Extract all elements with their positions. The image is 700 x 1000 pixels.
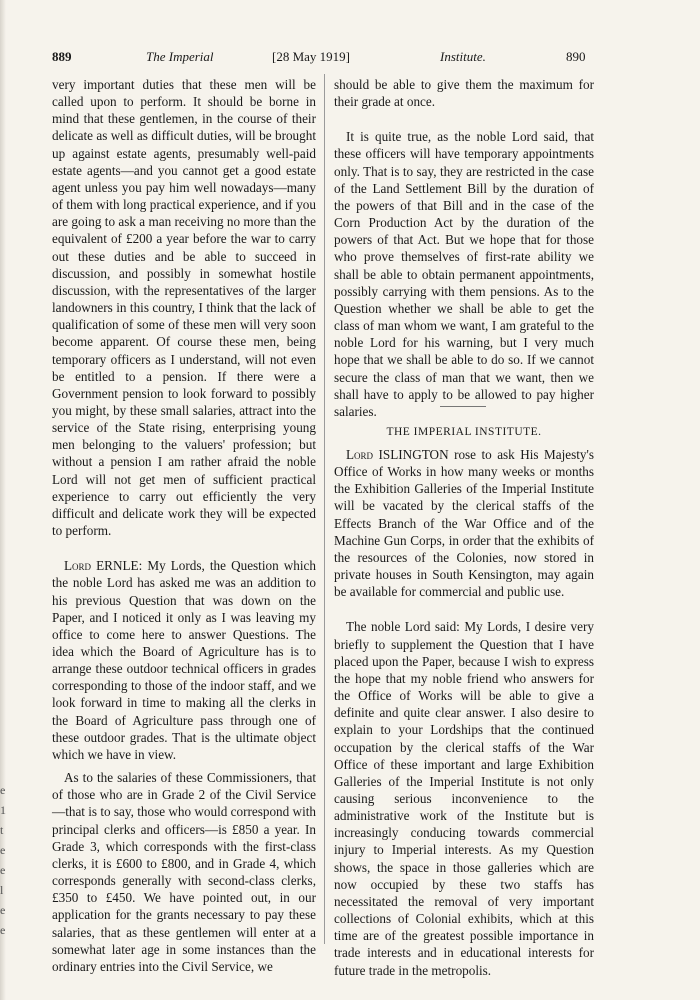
right-column-lower — [334, 446, 594, 979]
speaker-name: Lord ERNLE — [64, 558, 139, 574]
running-date: [28 May 1919] — [272, 49, 350, 64]
left-column — [52, 76, 316, 975]
section-separator — [440, 406, 486, 407]
page-number-left: 889 — [52, 49, 72, 64]
column-divider — [324, 74, 325, 944]
paragraph — [52, 557, 316, 763]
paragraph: very important duties that these men will be called upon to perform. It should be borne in mind that these gentlemen, in the course of their delicate as well as difficult duties, will be brought up against estate agents, presumably well-paid estate agents—and you cannot get a good estate agent unless you pay him well nowadays—many of them with long practical experience, and if you are going to ask a man receiving no more than the equivalent of £200 a year before the war to carry out these duties and be able to succeed in discussion, and possibly in somewhat hostile discussion, with the representatives of the larger landowners in this country, I think that the lack of qualification of some of these men will very soon become apparent. Of course these men, being temporary officers as I understand, will not even be entitled to a pension. If there were a Government pension to look forward to possibly you might, by these small salaries, attract into the service of the State rising, enterprising young men belonging to the valuers' profession; but without a pension I am rather afraid the noble Lord will not get men of sufficient practical experience to carry out efficiently the very difficult and delicate work they will be expected to perform. — [52, 77, 316, 539]
running-title-left: The Imperial — [146, 49, 214, 64]
right-column — [334, 76, 594, 420]
section-title: THE IMPERIAL INSTITUTE. — [386, 426, 542, 438]
speech-text: rose to ask His Majesty's Office of Works in how many weeks or months the Exhibition Galleries of the Imperial Institute will be vacated by the clerical staffs of the Effects Branch of the War Office and of the Machine Gun Corps, in order that the exhibits of the resources of the Colonies, now stored in private houses in South Kensington, may again be available for commercial and public use. — [334, 447, 594, 600]
paragraph: The noble Lord said: My Lords, I desire very briefly to supplement the Question that I have placed upon the Paper, because I wish to express the hope that my noble friend who answers for the Office of Works will be able to give a definite and quite clear answer. I also desire to explain to your Lordships that the continued occupation by the clerical staffs of the War Office of these important and large Exhibition Galleries of the Imperial Institute is not only causing serious inconvenience to the administrative work of the Institute but is increasingly conducing towards commercial injury to Imperial interests. As my Question shows, the space in those galleries which are now occupied by these two staffs has necessitated the removal of very important collections of Colonial exhibits, which at this time are of the greatest possible importance in trade interests and in educational interests for future trade in the metropolis. — [334, 619, 594, 978]
paragraph — [334, 446, 594, 600]
paragraph: It is quite true, as the noble Lord said, that these officers will have temporary appointments only. That is to say, they are restricted in the case of the Land Settlement Bill by the duration of the powers of that Bill and in the case of the Corn Production Act by the duration of the powers of that Act. But we hope that for those who prove themselves of first-rate ability we shall be able to obtain permanent appointments, possibly carrying with them pensions. As to the Question whether we shall be able to get the class of man whom we want, I am grateful to the noble Lord for his warning, but I very much hope that we shall be able to do so. If we cannot secure the class of man that we want, then we shall have to apply to be allowed to pay higher salaries. — [334, 129, 594, 419]
page-number-right: 890 — [566, 49, 586, 64]
speech-text: : My Lords, the Question which the noble Lord has asked me was an addition to his previous Question that was down on the Paper, and I noticed it only as I was leaving my office to come here to answer Questions. The idea which the Board of Agriculture has is to arrange these outdoor technical officers in grades corresponding to those of the indoor staff, and we look forward in time to making all the clerks in the Board of Agriculture pass through one of these outdoor grades. That is the ultimate object which we have in view. — [52, 558, 316, 762]
running-title-right: Institute. — [440, 49, 486, 64]
paragraph: As to the salaries of these Commissioners, that of those who are in Grade 2 of the Civil Service—that is to say, those who would correspond with principal clerks and officers—is £850 a year. In Grade 3, which corresponds with the first-class clerks, it is £600 to £800, and in Grade 4, which corresponds generally with second-class clerks, £350 to £450. We have pointed out, in our application for the grants necessary to pay these salaries, that as these gentlemen will enter at a somewhat later age in some instances than the ordinary entries into the Civil Service, we — [52, 770, 316, 974]
paragraph: should be able to give them the maximum for their grade at once. — [334, 77, 594, 110]
speaker-name: Lord ISLINGTON — [346, 447, 449, 462]
margin-marks: e 1 t e e l e e — [0, 783, 6, 937]
